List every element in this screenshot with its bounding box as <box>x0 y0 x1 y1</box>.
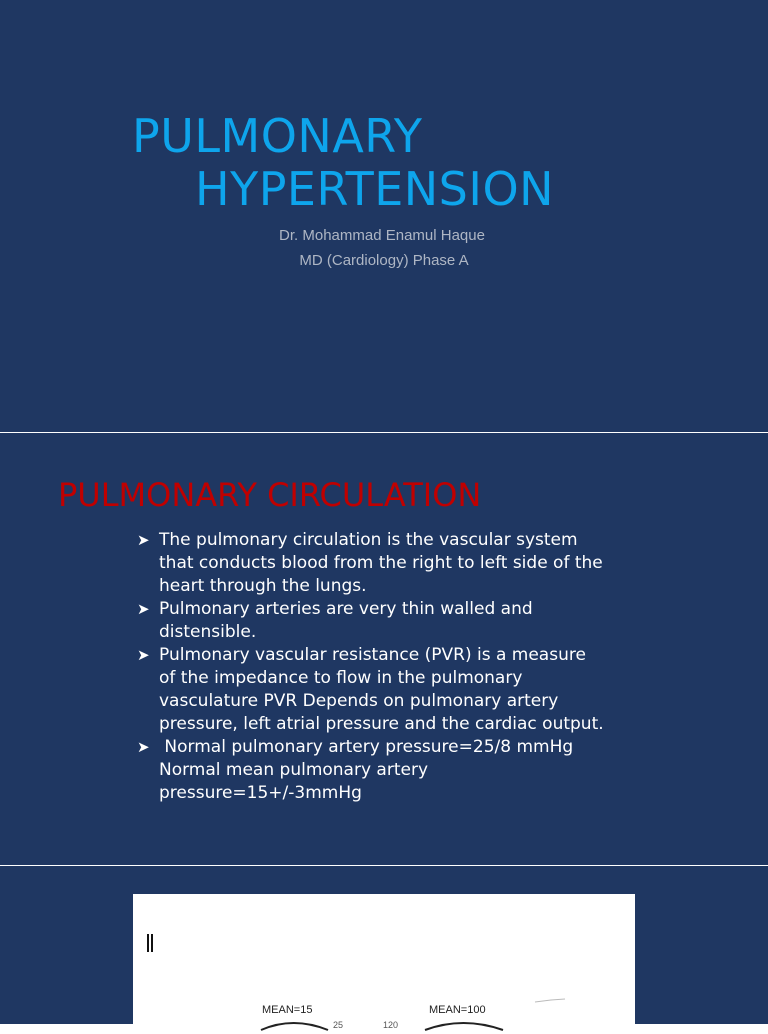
bullet-item <box>137 736 607 805</box>
slide-title-line-2: HYPERTENSION <box>195 162 555 216</box>
pulmonary-circulation-slide <box>0 433 768 865</box>
pressure-waveform-graphic <box>133 894 635 1034</box>
bullet-item <box>137 644 607 736</box>
arrowhead-bullet-icon: ➤ <box>137 738 150 756</box>
bullet-item <box>137 598 607 644</box>
bullet-item <box>137 529 607 598</box>
title-slide <box>0 0 768 432</box>
arrowhead-bullet-icon: ➤ <box>137 646 150 664</box>
bullet-text: Normal pulmonary artery pressure=25/8 mmHg Normal mean pulmonary artery pressure=15+/-3mmHg <box>159 737 579 803</box>
author-name: Dr. Mohammad Enamul Haque <box>279 227 485 244</box>
slide-title-line-1: PULMONARY <box>132 109 423 163</box>
mean-pressure-label-left: MEAN=15 <box>262 1004 313 1016</box>
pressure-diagram-image <box>133 894 635 1034</box>
bullet-text: Pulmonary vascular resistance (PVR) is a measure of the impedance to flow in the pulmonary vasculature PVR Depends on pulmonary artery pressure, left atrial pressure and the cardiac output. <box>159 645 604 734</box>
author-degree: MD (Cardiology) Phase A <box>299 252 469 269</box>
bullet-text: Pulmonary arteries are very thin walled and distensible. <box>159 599 533 642</box>
figure-slide <box>0 866 768 1030</box>
mean-pressure-label-right: MEAN=100 <box>429 1004 486 1016</box>
slide-heading: PULMONARY CIRCULATION <box>58 476 482 514</box>
bullet-text: The pulmonary circulation is the vascular system that conducts blood from the right to left side of the heart through the lungs. <box>159 530 603 596</box>
arrowhead-bullet-icon: ➤ <box>137 600 150 618</box>
bullet-list <box>137 529 607 805</box>
arrowhead-bullet-icon: ➤ <box>137 531 150 549</box>
pressure-value-b: 120 <box>383 1020 399 1030</box>
pressure-value-a: 25 <box>333 1020 344 1030</box>
